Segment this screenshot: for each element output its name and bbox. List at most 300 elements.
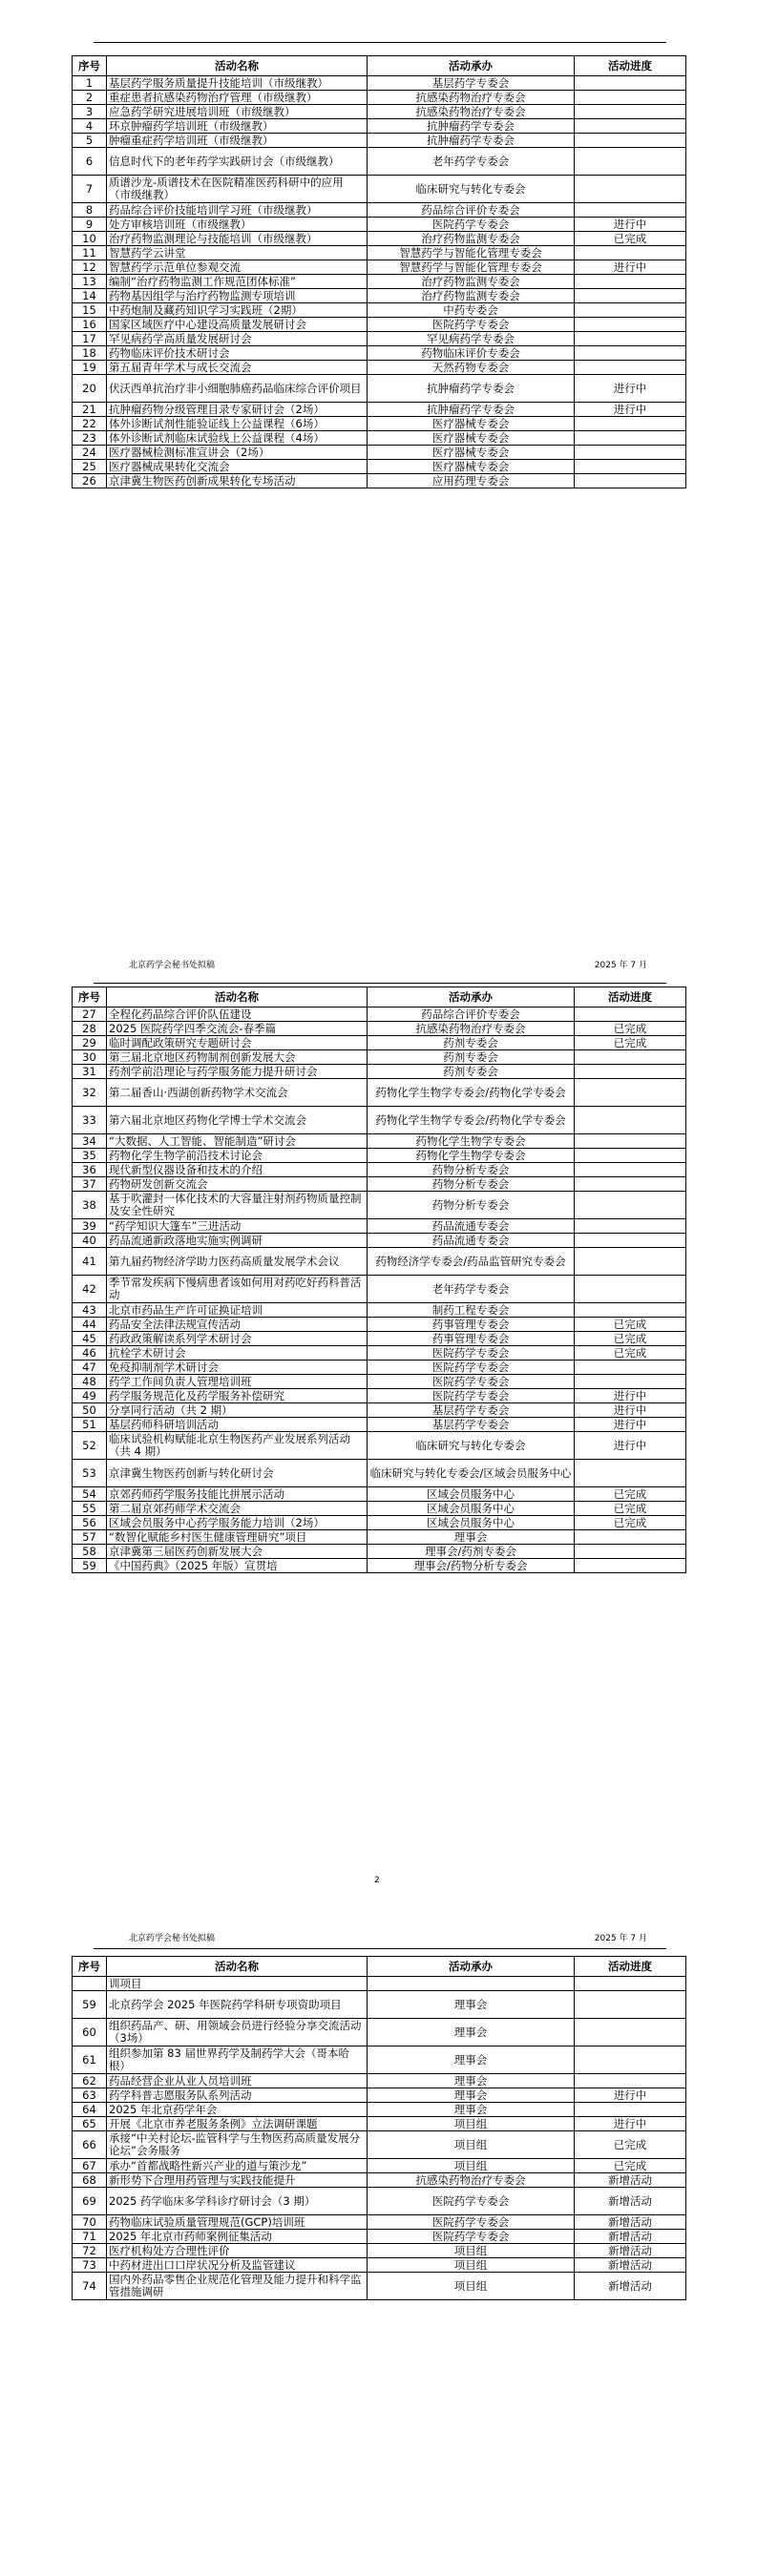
row-number: 43 [73, 1303, 107, 1318]
activity-name: 现代新型仪器设备和技术的介绍 [107, 1163, 368, 1177]
table-row [73, 1460, 686, 1487]
activity-name: 2025 药学临床多学科诊疗研讨会（3 期） [107, 2188, 368, 2215]
table-row [73, 1163, 686, 1177]
organizer: 抗肿瘤药学专委会 [368, 119, 575, 134]
row-number: 74 [73, 2273, 107, 2300]
status: 已完成 [575, 1502, 686, 1516]
activity-name: 抗肿瘤药物分级管理目录专家研讨会（2场） [107, 403, 368, 417]
table-row [73, 474, 686, 488]
activity-name: 第五届青年学术与成长交流会 [107, 361, 368, 375]
activity-name: 药品安全法律法规宣传活动 [107, 1318, 368, 1332]
organizer: 药物临床评价专委会 [368, 346, 575, 361]
organizer: 基层药学专委会 [368, 76, 575, 91]
organizer: 制药工程专委会 [368, 1303, 575, 1318]
status: 已完成 [575, 2159, 686, 2173]
status [575, 2019, 686, 2046]
row-number: 7 [73, 176, 107, 203]
activity-name: 应急药学研究进展培训班（市级继教） [107, 105, 368, 119]
status [575, 1065, 686, 1079]
organizer: 治疗药物监测专委会 [368, 232, 575, 246]
activity-name: 肿瘤重症药学培训班（市级继教） [107, 134, 368, 148]
table-body [73, 1008, 686, 1573]
row-number: 19 [73, 361, 107, 375]
organizer: 理事会 [368, 2019, 575, 2046]
table-row [73, 2273, 686, 2300]
status: 已完成 [575, 1318, 686, 1332]
row-number: 59 [73, 1991, 107, 2019]
activity-name: 智慧药学云讲堂 [107, 246, 368, 260]
table-row [73, 1079, 686, 1107]
row-number: 62 [73, 2074, 107, 2088]
activity-name: “数智化赋能乡村医生健康管理研究”项目 [107, 1530, 368, 1545]
row-number: 50 [73, 1403, 107, 1418]
activity-name: 治疗药物监测理论与技能培训（市级继教） [107, 232, 368, 246]
status [575, 1248, 686, 1276]
footer-right: 2025 年 7 月 [594, 961, 647, 970]
activity-name: 基层药师科研培训活动 [107, 1418, 368, 1432]
activity-name: 医疗器械检测标准宣讲会（2场） [107, 446, 368, 460]
activity-name: 区域会员服务中心药学服务能力培训（2场） [107, 1516, 368, 1530]
table-row [73, 105, 686, 119]
row-number: 35 [73, 1149, 107, 1163]
organizer: 老年药学专委会 [368, 148, 575, 176]
status: 新增活动 [575, 2244, 686, 2258]
status [575, 105, 686, 119]
table-row [73, 1361, 686, 1375]
status [575, 474, 686, 488]
table-row [73, 232, 686, 246]
table-row [73, 1276, 686, 1303]
row-number: 30 [73, 1050, 107, 1065]
activity-name: 季节常发疾病下慢病患者该如何用对药吃好药科普活动 [107, 1276, 368, 1303]
top-rule [94, 42, 666, 43]
table-row [73, 417, 686, 431]
organizer: 药事管理专委会 [368, 1318, 575, 1332]
table-row [73, 1530, 686, 1545]
row-number: 28 [73, 1022, 107, 1036]
status [575, 289, 686, 303]
table-row [73, 1008, 686, 1022]
table-row [73, 332, 686, 346]
status [575, 431, 686, 446]
row-number: 41 [73, 1248, 107, 1276]
table-row [73, 1432, 686, 1460]
organizer: 药物化学生物学专委会 [368, 1149, 575, 1163]
header-right: 2025 年 7 月 [594, 1934, 647, 1943]
top-rule [94, 983, 666, 984]
status [575, 1177, 686, 1192]
table-row [73, 1502, 686, 1516]
activity-name: 北京药学会 2025 年医院药学科研专项资助项目 [107, 1991, 368, 2019]
status [575, 1163, 686, 1177]
activity-name: 第三届北京地区药物制剂创新发展大会 [107, 1050, 368, 1065]
row-number: 45 [73, 1332, 107, 1346]
activity-name: 药物研发创新交流会 [107, 1177, 368, 1192]
organizer: 理事会/药物分析专委会 [368, 1559, 575, 1573]
header-org: 活动承办 [368, 987, 575, 1008]
organizer: 抗肿瘤药学专委会 [368, 375, 575, 403]
table-row [73, 2117, 686, 2131]
status: 已完成 [575, 1487, 686, 1502]
status [575, 134, 686, 148]
organizer: 临床研究与转化专委会 [368, 176, 575, 203]
activity-name: 药物基因组学与治疗药物监测专项培训 [107, 289, 368, 303]
activity-name: 2025 医院药学四季交流会-春季篇 [107, 1022, 368, 1036]
status: 进行中 [575, 260, 686, 275]
table-row [73, 1107, 686, 1134]
activity-name: 组织药品产、研、用领域会员进行经验分享交流活动（3场） [107, 2019, 368, 2046]
status [575, 446, 686, 460]
organizer: 项目组 [368, 2244, 575, 2258]
row-number: 58 [73, 1545, 107, 1559]
table-row [73, 1332, 686, 1346]
activity-name: 药学科普志愿服务队系列活动 [107, 2088, 368, 2103]
header-org: 活动承办 [368, 56, 575, 76]
table-row [73, 2103, 686, 2117]
activity-name: 罕见病药学高质量发展研讨会 [107, 332, 368, 346]
status: 新增活动 [575, 2230, 686, 2244]
table-row [73, 1559, 686, 1573]
top-rule [94, 1948, 666, 1949]
organizer: 药物分析专委会 [368, 1163, 575, 1177]
table-row [73, 1022, 686, 1036]
row-number: 23 [73, 431, 107, 446]
table-row [73, 2258, 686, 2273]
organizer: 医疗器械专委会 [368, 417, 575, 431]
activity-name: 第六届北京地区药物化学博士学术交流会 [107, 1107, 368, 1134]
organizer: 理事会 [368, 2088, 575, 2103]
organizer: 抗感染药物治疗专委会 [368, 1022, 575, 1036]
row-number: 64 [73, 2103, 107, 2117]
organizer: 理事会 [368, 2046, 575, 2074]
status: 新增活动 [575, 2215, 686, 2230]
status [575, 176, 686, 203]
row-number: 67 [73, 2159, 107, 2173]
table-row [73, 361, 686, 375]
organizer: 药物化学生物学专委会/药物化学专委会 [368, 1079, 575, 1107]
organizer: 项目组 [368, 2159, 575, 2173]
status [575, 318, 686, 332]
activity-name: 体外诊断试剂临床试验线上公益课程（4场） [107, 431, 368, 446]
status: 进行中 [575, 1432, 686, 1460]
organizer: 医院药学专委会 [368, 1346, 575, 1361]
status: 已完成 [575, 1022, 686, 1036]
status [575, 1234, 686, 1248]
organizer: 药剂专委会 [368, 1036, 575, 1050]
table-row [73, 431, 686, 446]
activity-name: 抗栓学术研讨会 [107, 1346, 368, 1361]
header-name: 活动名称 [107, 987, 368, 1008]
activity-name: 处方审核培训班（市级继教） [107, 218, 368, 232]
status: 进行中 [575, 1403, 686, 1418]
table-row [73, 1303, 686, 1318]
organizer: 理事会/药剂专委会 [368, 1545, 575, 1559]
header-no: 序号 [73, 987, 107, 1008]
table-row [73, 176, 686, 203]
status [575, 91, 686, 105]
status: 进行中 [575, 1389, 686, 1403]
table-row [73, 1149, 686, 1163]
status [575, 275, 686, 289]
activity-name: 北京市药品生产许可证换证培训 [107, 1303, 368, 1318]
table-row [73, 2074, 686, 2088]
activity-name: 药学服务规范化及药学服务补偿研究 [107, 1389, 368, 1403]
status [575, 303, 686, 318]
row-number: 69 [73, 2188, 107, 2215]
row-number: 53 [73, 1460, 107, 1487]
status [575, 1977, 686, 1991]
table-row [73, 2244, 686, 2258]
activity-name: 信息时代下的老年药学实践研讨会（市级继教） [107, 148, 368, 176]
table-row [73, 134, 686, 148]
table-row [73, 1134, 686, 1149]
table-row [73, 1318, 686, 1332]
header-name: 活动名称 [107, 56, 368, 76]
activity-name: 京津冀生物医药创新与转化研讨会 [107, 1460, 368, 1487]
status: 新增活动 [575, 2188, 686, 2215]
status [575, 1375, 686, 1389]
status [575, 1276, 686, 1303]
table-row [73, 246, 686, 260]
table-row [73, 1234, 686, 1248]
header-no: 序号 [73, 56, 107, 76]
organizer: 理事会 [368, 1991, 575, 2019]
row-number: 4 [73, 119, 107, 134]
table-row [73, 2019, 686, 2046]
table-header-row [73, 1957, 686, 1977]
row-number: 68 [73, 2173, 107, 2188]
row-number: 57 [73, 1530, 107, 1545]
organizer: 医院药学专委会 [368, 2230, 575, 2244]
table-row [73, 2173, 686, 2188]
header-status: 活动进度 [575, 987, 686, 1008]
row-number: 24 [73, 446, 107, 460]
organizer: 医院药学专委会 [368, 1375, 575, 1389]
activity-name: 国家区域医疗中心建设高质量发展研讨会 [107, 318, 368, 332]
row-number: 29 [73, 1036, 107, 1050]
organizer: 医院药学专委会 [368, 2215, 575, 2230]
organizer: 药物分析专委会 [368, 1192, 575, 1219]
organizer: 临床研究与转化专委会/区域会员服务中心 [368, 1460, 575, 1487]
activity-name: 免疫抑制剂学术研讨会 [107, 1361, 368, 1375]
table-header-row [73, 56, 686, 76]
status [575, 1460, 686, 1487]
row-number: 9 [73, 218, 107, 232]
status: 已完成 [575, 2131, 686, 2159]
table-row [73, 346, 686, 361]
table-row [73, 2188, 686, 2215]
activity-name: 京津冀第三届医药创新发展大会 [107, 1545, 368, 1559]
activity-name: 基于吹灌封一体化技术的大容量注射剂药物质量控制及安全性研究 [107, 1192, 368, 1219]
table-row [73, 1991, 686, 2019]
activity-name: 药物化学生物学前沿技术讨论会 [107, 1149, 368, 1163]
row-number: 52 [73, 1432, 107, 1460]
activity-name: 全程化药品综合评价队伍建设 [107, 1008, 368, 1022]
organizer: 药剂专委会 [368, 1065, 575, 1079]
activity-name: “药学知识大篷车”三进活动 [107, 1219, 368, 1234]
organizer: 基层药学专委会 [368, 1418, 575, 1432]
organizer: 智慧药学与智能化管理专委会 [368, 260, 575, 275]
table-row [73, 318, 686, 332]
activity-name: 中药炮制及藏药知识学习实践班（2期） [107, 303, 368, 318]
table-row [73, 203, 686, 218]
row-number: 63 [73, 2088, 107, 2103]
table-row [73, 76, 686, 91]
row-number: 59 [73, 1559, 107, 1573]
status [575, 1107, 686, 1134]
status: 进行中 [575, 2117, 686, 2131]
table-row [73, 1192, 686, 1219]
row-number: 56 [73, 1516, 107, 1530]
row-number: 42 [73, 1276, 107, 1303]
organizer: 应用药理专委会 [368, 474, 575, 488]
status [575, 1991, 686, 2019]
activity-name: 药学工作间负责人管理培训班 [107, 1375, 368, 1389]
status [575, 1079, 686, 1107]
row-number: 60 [73, 2019, 107, 2046]
row-number: 3 [73, 105, 107, 119]
table-header-row [73, 987, 686, 1008]
row-number: 2 [73, 91, 107, 105]
row-number: 34 [73, 1134, 107, 1149]
table-row [73, 2230, 686, 2244]
row-number: 72 [73, 2244, 107, 2258]
organizer: 项目组 [368, 2117, 575, 2131]
status [575, 2074, 686, 2088]
header-name: 活动名称 [107, 1957, 368, 1977]
header-org: 活动承办 [368, 1957, 575, 1977]
status [575, 332, 686, 346]
organizer: 项目组 [368, 2273, 575, 2300]
row-number: 6 [73, 148, 107, 176]
row-number: 20 [73, 375, 107, 403]
table-row [73, 446, 686, 460]
activity-name: 承接“中关村论坛-监管科学与生物医药高质量发展分论坛”会务服务 [107, 2131, 368, 2159]
status [575, 1050, 686, 1065]
header-status: 活动进度 [575, 56, 686, 76]
activity-name: 分享同行活动（共 2 期） [107, 1403, 368, 1418]
table-row [73, 1389, 686, 1403]
table-row [73, 2046, 686, 2074]
header-status: 活动进度 [575, 1957, 686, 1977]
status: 进行中 [575, 2088, 686, 2103]
activity-name: 药剂学前沿理论与药学服务能力提升研讨会 [107, 1065, 368, 1079]
organizer: 药事管理专委会 [368, 1332, 575, 1346]
table-row [73, 1219, 686, 1234]
status: 进行中 [575, 375, 686, 403]
status: 已完成 [575, 1332, 686, 1346]
table-row [73, 1487, 686, 1502]
activity-table [72, 55, 686, 488]
status [575, 76, 686, 91]
status: 已完成 [575, 1346, 686, 1361]
activity-name: 京津冀生物医药创新成果转化专场活动 [107, 474, 368, 488]
organizer: 区域会员服务中心 [368, 1487, 575, 1502]
organizer: 医院药学专委会 [368, 2188, 575, 2215]
row-number: 14 [73, 289, 107, 303]
organizer: 中药专委会 [368, 303, 575, 318]
row-number: 16 [73, 318, 107, 332]
table-row [73, 2215, 686, 2230]
activity-name: 第九届药物经济学助力医药高质量发展学术会议 [107, 1248, 368, 1276]
status: 进行中 [575, 1418, 686, 1432]
table-row [73, 2131, 686, 2159]
organizer: 理事会 [368, 2103, 575, 2117]
activity-name: 药物临床评价技术研讨会 [107, 346, 368, 361]
organizer: 治疗药物监测专委会 [368, 275, 575, 289]
status [575, 203, 686, 218]
row-number: 48 [73, 1375, 107, 1389]
activity-name: 国内外药品零售企业规范化管理及能力提升和科学监管措施调研 [107, 2273, 368, 2300]
activity-name: 医疗器械成果转化交流会 [107, 460, 368, 474]
table-row [73, 1375, 686, 1389]
organizer: 天然药物专委会 [368, 361, 575, 375]
table-row [73, 2088, 686, 2103]
table-row [73, 1177, 686, 1192]
organizer: 药物分析专委会 [368, 1177, 575, 1192]
activity-name: 《中国药典》（2025 年版）宣贯培 [107, 1559, 368, 1573]
activity-name: 质谱沙龙-质谱技术在医院精准医药科研中的应用（市级继教） [107, 176, 368, 203]
activity-name: 临床试验机构赋能北京生物医药产业发展系列活动（共 4 期） [107, 1432, 368, 1460]
organizer: 理事会 [368, 1530, 575, 1545]
status [575, 1530, 686, 1545]
table-row [73, 148, 686, 176]
activity-name: 药品综合评价技能培训学习班（市级继教） [107, 203, 368, 218]
table-body [73, 76, 686, 488]
activity-name: 环京肿瘤药学培训班（市级继教） [107, 119, 368, 134]
activity-name: 承办“首都战略性新兴产业的道与策沙龙” [107, 2159, 368, 2173]
status [575, 1134, 686, 1149]
activity-table [72, 987, 686, 1573]
row-number: 26 [73, 474, 107, 488]
table-row [73, 218, 686, 232]
row-number: 12 [73, 260, 107, 275]
status [575, 1361, 686, 1375]
row-number: 10 [73, 232, 107, 246]
organizer: 抗感染药物治疗专委会 [368, 105, 575, 119]
activity-name: 伏沃西单抗治疗非小细胞肺癌药品临床综合评价项目 [107, 375, 368, 403]
row-number: 5 [73, 134, 107, 148]
table-row [73, 1418, 686, 1432]
table-row [73, 260, 686, 275]
status [575, 417, 686, 431]
table-row [73, 303, 686, 318]
activity-name: 开展《北京市养老服务条例》立法调研课题 [107, 2117, 368, 2131]
row-number: 22 [73, 417, 107, 431]
organizer: 药品流通专委会 [368, 1234, 575, 1248]
organizer [368, 1977, 575, 1991]
row-number: 71 [73, 2230, 107, 2244]
activity-name: 药品经营企业从业人员培训班 [107, 2074, 368, 2088]
activity-name: 2025 年北京市药师案例征集活动 [107, 2230, 368, 2244]
status [575, 1219, 686, 1234]
organizer: 理事会 [368, 2074, 575, 2088]
row-number: 37 [73, 1177, 107, 1192]
activity-name: 训项目 [107, 1977, 368, 1991]
activity-name: 重症患者抗感染药物治疗管理（市级继教） [107, 91, 368, 105]
table-row [73, 375, 686, 403]
table-row [73, 2159, 686, 2173]
activity-name: 智慧药学示范单位参观交流 [107, 260, 368, 275]
status: 已完成 [575, 232, 686, 246]
row-number: 33 [73, 1107, 107, 1134]
organizer: 药品综合评价专委会 [368, 1008, 575, 1022]
organizer: 项目组 [368, 2258, 575, 2273]
activity-name: 药物临床试验质量管理规范(GCP)培训班 [107, 2215, 368, 2230]
activity-name: 第二届香山·西湖创新药物学术交流会 [107, 1079, 368, 1107]
status: 新增活动 [575, 2173, 686, 2188]
organizer: 抗感染药物治疗专委会 [368, 2173, 575, 2188]
